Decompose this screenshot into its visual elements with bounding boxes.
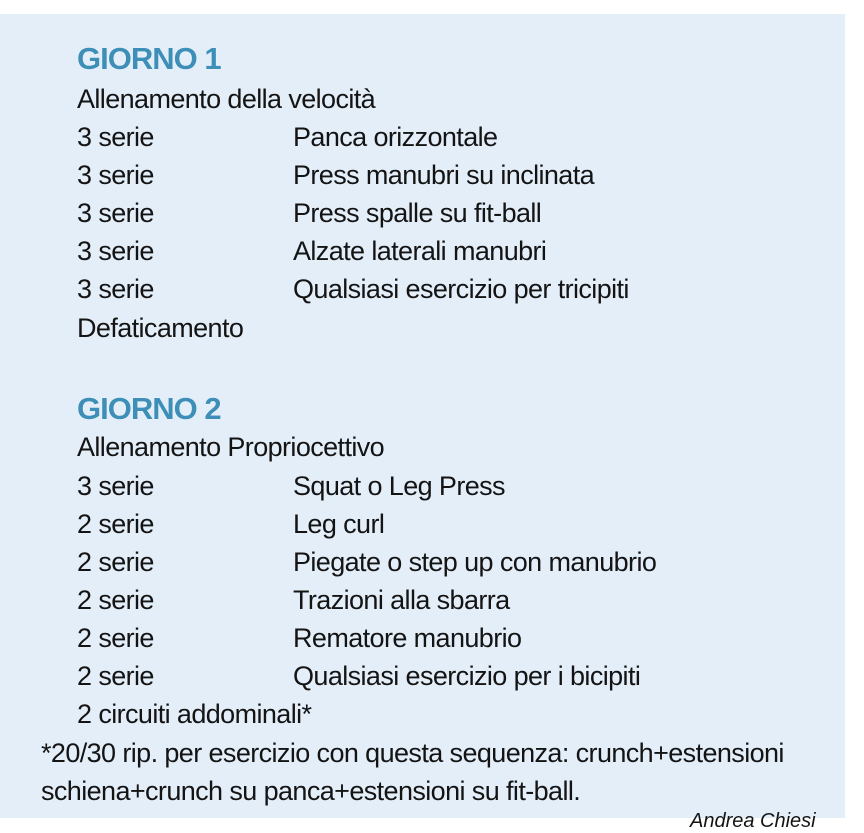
day1-subtitle: Allenamento della velocità — [77, 84, 376, 114]
day2-row2-sets: 2 serie — [77, 509, 154, 539]
day1-row4-exercise: Alzate laterali manubri — [293, 236, 547, 266]
day2-title: GIORNO 2 — [77, 391, 221, 426]
day2-row4-sets: 2 serie — [77, 585, 154, 615]
day2-closing: 2 circuiti addominali* — [77, 699, 312, 729]
day1-row3-sets: 3 serie — [77, 198, 154, 228]
day1-row1-sets: 3 serie — [77, 122, 154, 152]
day2-subtitle: Allenamento Propriocettivo — [77, 432, 385, 462]
day1-closing: Defaticamento — [77, 313, 244, 343]
day1-title: GIORNO 1 — [77, 41, 221, 76]
day1-row5-exercise: Qualsiasi esercizio per tricipiti — [293, 274, 629, 304]
day1-row3-exercise: Press spalle su fit-ball — [293, 198, 542, 228]
day1-row4-sets: 3 serie — [77, 236, 154, 266]
author-credit: Andrea Chiesi — [690, 810, 816, 832]
day2-row2-exercise: Leg curl — [293, 509, 385, 539]
day2-row1-exercise: Squat o Leg Press — [293, 471, 505, 501]
day1-row2-sets: 3 serie — [77, 160, 154, 190]
footnote-line2: schiena+crunch su panca+estensioni su fit-ball. — [41, 776, 581, 806]
day2-row6-exercise: Qualsiasi esercizio per i bicipiti — [293, 661, 641, 691]
day2-row5-exercise: Rematore manubrio — [293, 623, 522, 653]
day1-row5-sets: 3 serie — [77, 274, 154, 304]
day2-row4-exercise: Trazioni alla sbarra — [293, 585, 510, 615]
day1-row2-exercise: Press manubri su inclinata — [293, 160, 595, 190]
day2-row3-sets: 2 serie — [77, 547, 154, 577]
day2-row6-sets: 2 serie — [77, 661, 154, 691]
day2-row1-sets: 3 serie — [77, 471, 154, 501]
day2-row5-sets: 2 serie — [77, 623, 154, 653]
day1-row1-exercise: Panca orizzontale — [293, 122, 498, 152]
day2-row3-exercise: Piegate o step up con manubrio — [293, 547, 657, 577]
footnote-line1: *20/30 rip. per esercizio con questa sequenza: crunch+estensioni — [41, 738, 784, 768]
